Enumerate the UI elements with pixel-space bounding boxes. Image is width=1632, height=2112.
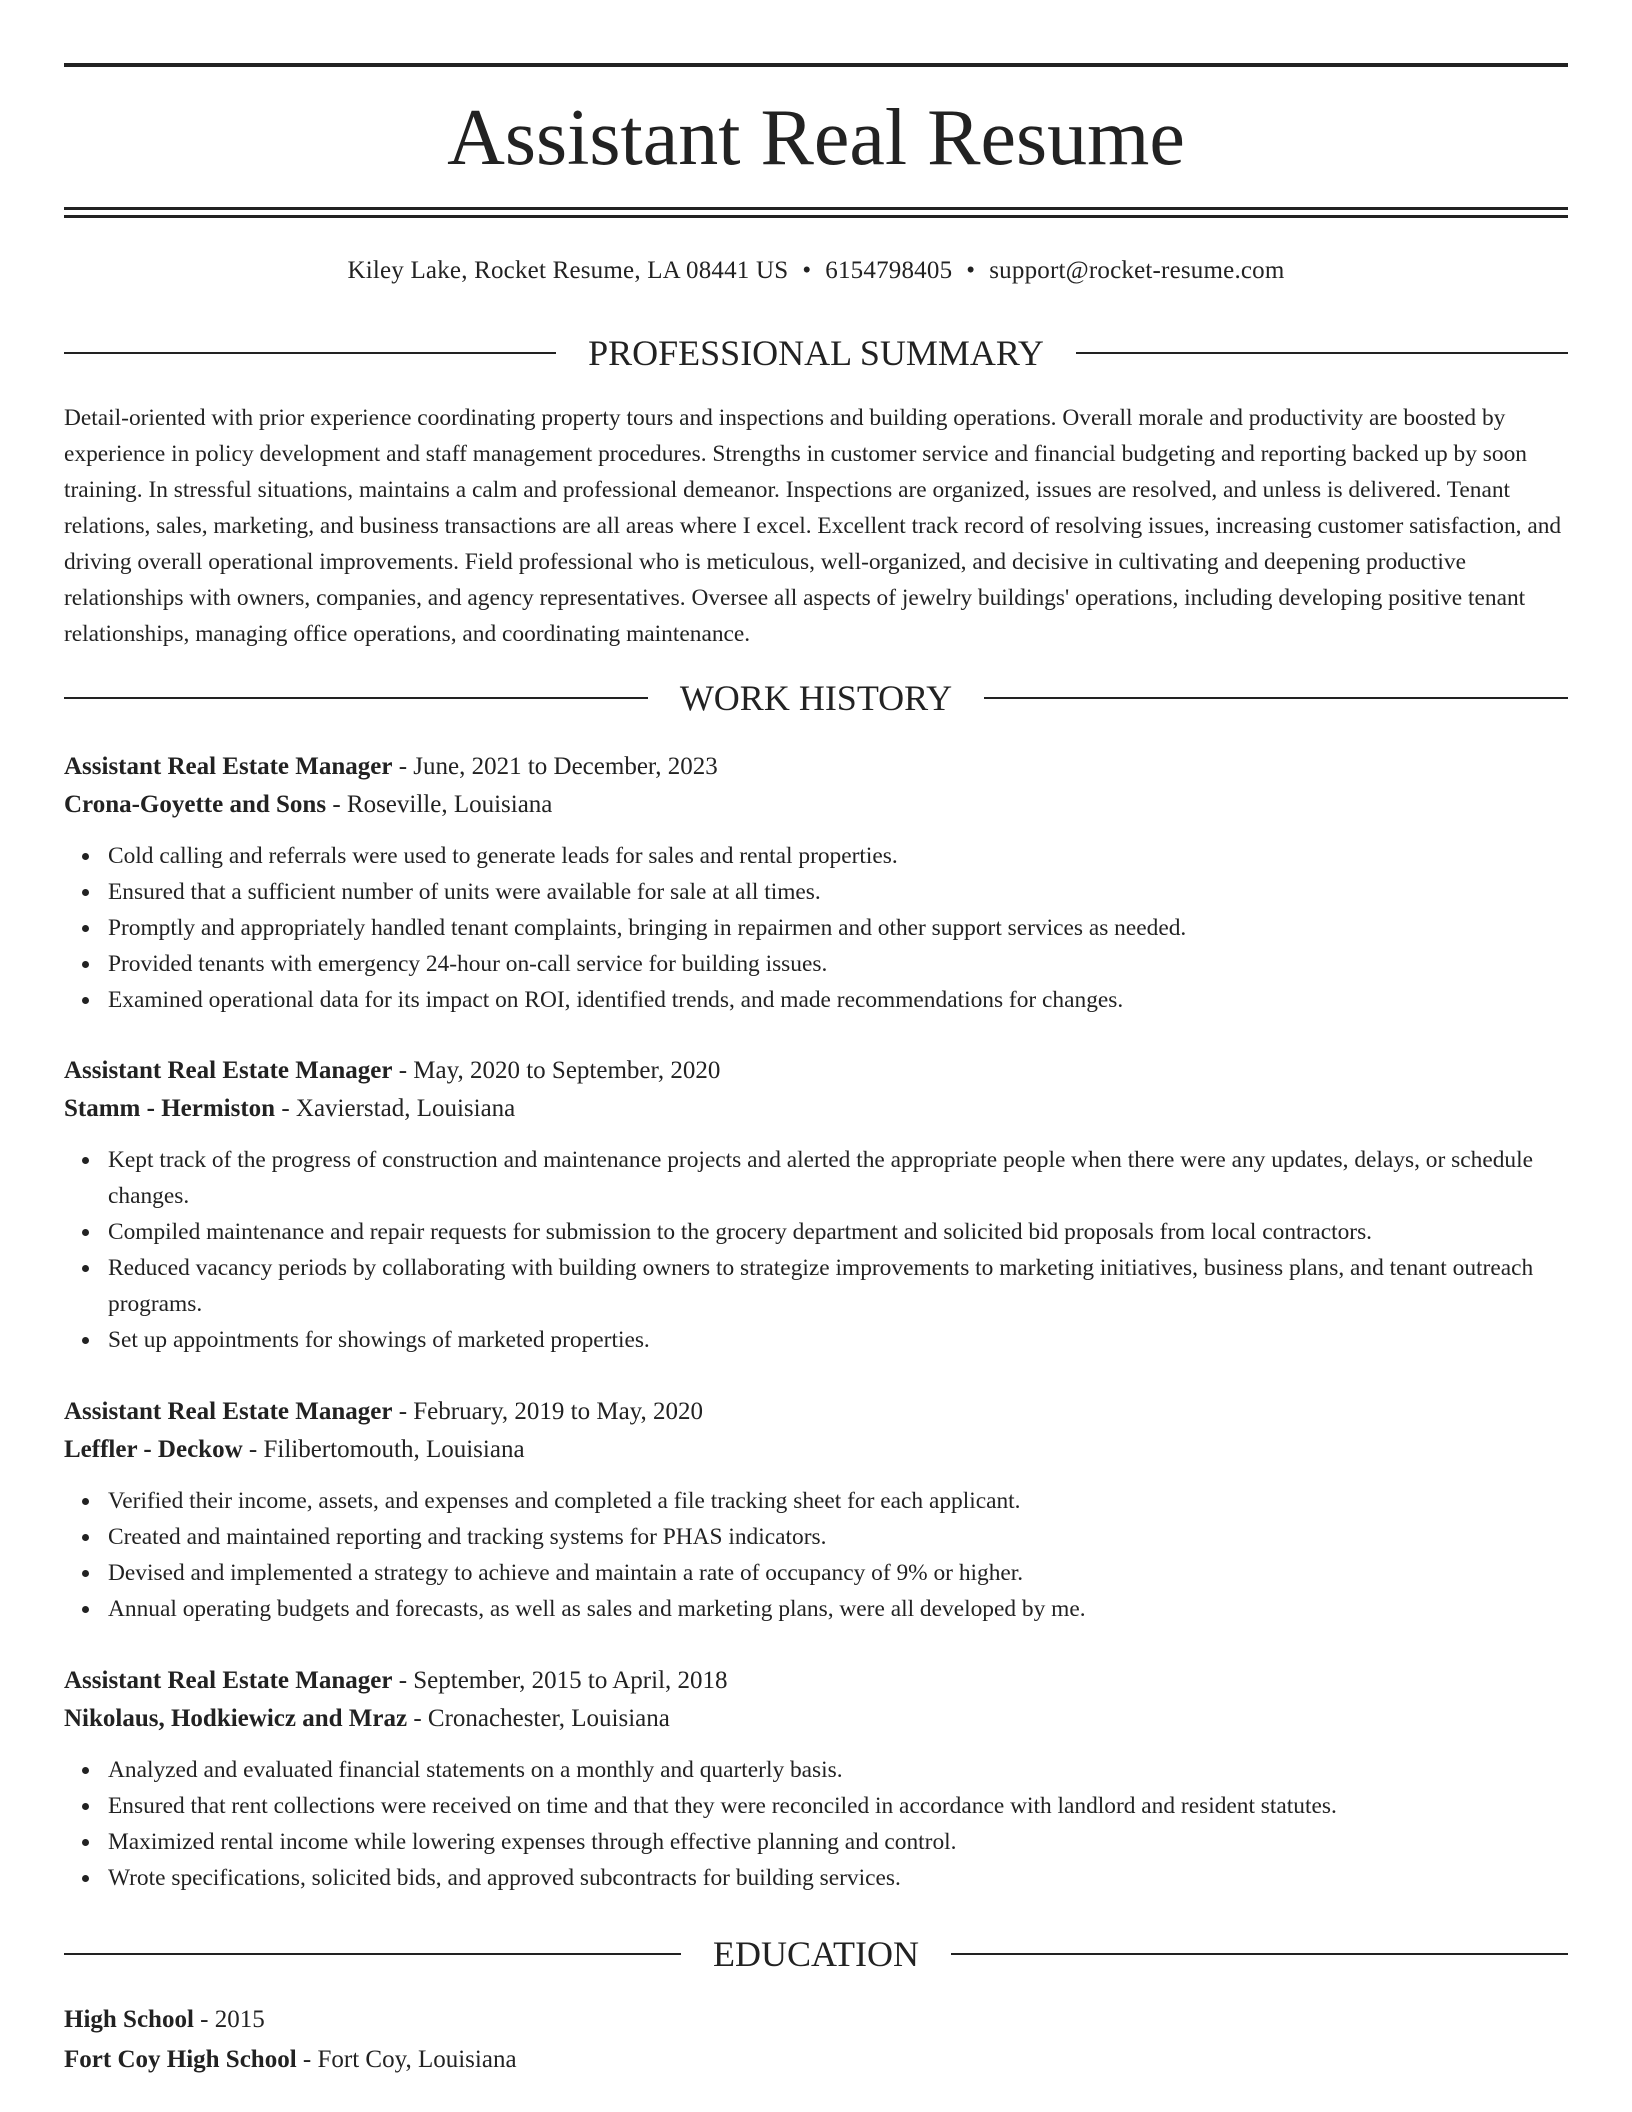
job-location: Xavierstad, Louisiana (295, 1095, 516, 1122)
heading-rule-right (984, 697, 1568, 699)
work-history-heading (64, 678, 1568, 718)
contact-email: support@rocket-resume.com (989, 257, 1285, 284)
job-bullets (64, 1483, 1568, 1627)
education-entry (64, 2000, 1568, 2080)
job-bullets (64, 1752, 1568, 1896)
job-entry (64, 748, 1568, 1018)
education-degree: High School (64, 2006, 194, 2033)
job-bullets (64, 1142, 1568, 1358)
job-company-row: Stamm - Hermiston - Xavierstad, Louisiana (64, 1095, 516, 1122)
job-title-row: Assistant Real Estate Manager - February, 2019 to May, 2020 (64, 1398, 704, 1425)
job-company: Nikolaus, Hodkiewicz and Mraz (64, 1705, 408, 1732)
job-bullet: Compiled maintenance and repair requests for submission to the grocery department and solicited bid proposals from local contractors. (108, 1214, 1568, 1250)
job-company: Stamm - Hermiston (64, 1095, 276, 1122)
job-bullet: Examined operational data for its impact on ROI, identified trends, and made recommendations for changes. (108, 982, 1568, 1018)
job-bullet: Reduced vacancy periods by collaborating with building owners to strategize improvements to marketing initiatives, business plans, and tenant outreach programs. (108, 1250, 1568, 1322)
job-title: Assistant Real Estate Manager (64, 1398, 393, 1425)
job-entry (64, 1052, 1568, 1358)
job-title: Assistant Real Estate Manager (64, 1057, 393, 1084)
job-entry (64, 1393, 1568, 1627)
contact-line (64, 254, 1568, 288)
education-heading-label: EDUCATION (713, 1934, 919, 1974)
contact-phone: 6154798405 (825, 257, 953, 284)
job-bullet: Cold calling and referrals were used to generate leads for sales and rental properties. (108, 838, 1568, 874)
education-school-row: Fort Coy High School - Fort Coy, Louisiana (64, 2046, 517, 2073)
job-title-row: Assistant Real Estate Manager - May, 2020 to September, 2020 (64, 1057, 721, 1084)
job-title: Assistant Real Estate Manager (64, 1667, 393, 1694)
education-school: Fort Coy High School (64, 2046, 297, 2073)
job-location: Roseville, Louisiana (346, 791, 553, 818)
job-bullet: Verified their income, assets, and expenses and completed a file tracking sheet for each applicant. (108, 1483, 1568, 1519)
job-dates: May, 2020 to September, 2020 (413, 1057, 721, 1084)
job-title-row: Assistant Real Estate Manager - September, 2015 to April, 2018 (64, 1667, 728, 1694)
job-bullet: Provided tenants with emergency 24-hour on-call service for building issues. (108, 946, 1568, 982)
heading-rule-left (64, 352, 556, 354)
heading-rule-left (64, 697, 648, 699)
professional-summary: Detail-oriented with prior experience coordinating property tours and inspections and building operations. Overall morale and productivity are boosted by experience in policy development and staff management procedures. Strengths in customer service and financial budgeting and reporting backed up by soon training. In stressful situations, maintains a calm and professional demeanor. Inspections are organized, issues are resolved, and unless is delivered. Tenant relations, sales, marketing, and business transactions are all areas where I excel. Excellent track record of resolving issues, increasing customer satisfaction, and driving overall operational improvements. Field professional who is meticulous, well-organized, and decisive in cultivating and deepening productive relationships with owners, companies, and agency representatives. Oversee all aspects of jewelry buildings' operations, including developing positive tenant relationships, managing office operations, and coordinating maintenance. (64, 405, 1562, 647)
job-bullet: Maximized rental income while lowering expenses through effective planning and control. (108, 1824, 1568, 1860)
heading-rule-right (951, 1953, 1568, 1955)
title-double-rule (64, 207, 1568, 218)
contact-address: Kiley Lake, Rocket Resume, LA 08441 US (347, 257, 789, 284)
job-title: Assistant Real Estate Manager (64, 753, 393, 780)
resume-title: Assistant Real Resume (447, 94, 1185, 182)
job-bullet: Ensured that a sufficient number of units were available for sale at all times. (108, 874, 1568, 910)
job-bullet: Analyzed and evaluated financial statements on a monthly and quarterly basis. (108, 1752, 1568, 1788)
job-bullets (64, 838, 1568, 1018)
job-company: Crona-Goyette and Sons (64, 791, 327, 818)
job-bullet: Kept track of the progress of construction and maintenance projects and alerted the appropriate people when there were any updates, delays, or schedule changes. (108, 1142, 1568, 1214)
job-company-row: Leffler - Deckow - Filibertomouth, Louisiana (64, 1436, 525, 1463)
job-bullet: Ensured that rent collections were received on time and that they were reconciled in accordance with landlord and resident statutes. (108, 1788, 1568, 1824)
work-history-heading-label: WORK HISTORY (679, 678, 953, 718)
job-bullet: Wrote specifications, solicited bids, and approved subcontracts for building services. (108, 1860, 1568, 1896)
job-title-row: Assistant Real Estate Manager - June, 2021 to December, 2023 (64, 753, 718, 780)
job-bullet: Promptly and appropriately handled tenant complaints, bringing in repairmen and other support services as needed. (108, 910, 1568, 946)
top-rule (64, 63, 1568, 67)
job-bullet: Annual operating budgets and forecasts, as well as sales and marketing plans, were all developed by me. (108, 1591, 1568, 1627)
job-location: Filibertomouth, Louisiana (263, 1436, 525, 1463)
education-degree-row: High School - 2015 (64, 2006, 265, 2033)
summary-heading (64, 333, 1568, 373)
job-company: Leffler - Deckow (64, 1436, 243, 1463)
contact-separator: • (966, 257, 976, 284)
job-company-row: Nikolaus, Hodkiewicz and Mraz - Cronachester, Louisiana (64, 1705, 670, 1732)
education-location: Fort Coy, Louisiana (317, 2046, 517, 2073)
education-heading (64, 1934, 1568, 1974)
job-bullet: Devised and implemented a strategy to achieve and maintain a rate of occupancy of 9% or higher. (108, 1555, 1568, 1591)
job-bullet: Created and maintained reporting and tracking systems for PHAS indicators. (108, 1519, 1568, 1555)
job-dates: February, 2019 to May, 2020 (413, 1398, 704, 1425)
job-company-row: Crona-Goyette and Sons - Roseville, Louisiana (64, 791, 553, 818)
summary-heading-label: PROFESSIONAL SUMMARY (588, 333, 1044, 373)
job-dates: September, 2015 to April, 2018 (413, 1667, 728, 1694)
heading-rule-right (1076, 352, 1568, 354)
job-location: Cronachester, Louisiana (427, 1705, 670, 1732)
contact-separator: • (802, 257, 812, 284)
job-dates: June, 2021 to December, 2023 (413, 753, 718, 780)
heading-rule-left (64, 1953, 681, 1955)
job-bullet: Set up appointments for showings of marketed properties. (108, 1322, 1568, 1358)
job-entry (64, 1662, 1568, 1896)
education-year: 2015 (214, 2006, 265, 2033)
